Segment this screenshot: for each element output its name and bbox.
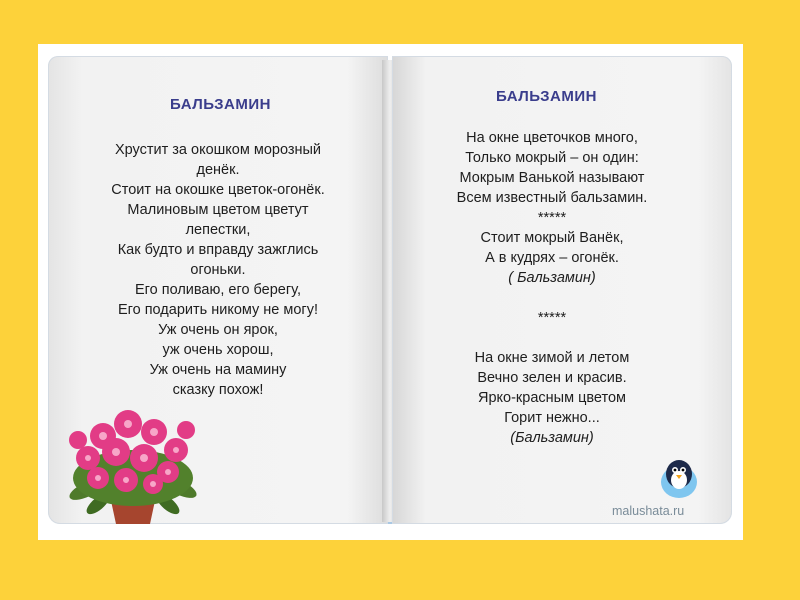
right-poem-line: Ярко-красным цветом [477,390,627,406]
right-poem-line: ***** [537,310,567,326]
right-poem-line: (Бальзамин) [510,430,594,446]
right-page [392,56,732,524]
right-poem-line: ***** [537,210,567,226]
left-poem-line: денёк. [196,162,240,178]
right-poem-line: Стоит мокрый Ванёк, [480,230,624,246]
penguin-mascot-icon [654,454,704,500]
left-poem-line: Его подарить никому не могу! [117,302,319,318]
left-poem-line: Малиновым цветом цветут [127,202,309,218]
right-poem-line: Всем известный бальзамин. [456,190,648,206]
left-poem-line: Стоит на окошке цветок-огонёк. [111,182,325,198]
right-poem-line: Вечно зелен и красив. [477,370,627,386]
slide-frame [38,44,743,540]
left-poem-line: Как будто и вправду зажглись [117,242,319,258]
open-book [46,50,736,528]
right-poem-line: На окне цветочков много, [466,130,638,146]
right-poem-line: На окне зимой и летом [474,350,630,366]
left-poem-line: огоньки. [190,262,246,278]
right-poem-line: А в кудрях – огонёк. [485,250,619,266]
left-page-poem [58,140,378,400]
left-poem-line: Его поливаю, его берегу, [134,282,301,298]
left-page-title: БАЛЬЗАМИН [170,96,271,113]
right-page-poem [392,128,712,448]
potted-flower-illustration [58,396,208,526]
left-poem-line: уж очень хорош, [162,342,274,358]
right-poem-line [392,328,712,348]
left-page [48,56,388,524]
left-poem-line: Хрустит за окошком морозный [114,142,322,158]
right-poem-line: ( Бальзамин) [508,270,596,286]
watermark: malushata.ru [612,504,685,518]
right-poem-line: Мокрым Ванькой называют [459,170,645,186]
right-poem-line: Горит нежно... [504,410,600,426]
right-poem-line: Только мокрый – он один: [465,150,639,166]
left-poem-line: лепестки, [185,222,251,238]
left-poem-line: Уж очень на мамину [149,362,287,378]
left-poem-line: Уж очень он ярок, [158,322,278,338]
right-page-title: БАЛЬЗАМИН [496,88,597,105]
left-poem-line: сказку похож! [172,382,264,398]
right-poem-line [392,288,712,308]
